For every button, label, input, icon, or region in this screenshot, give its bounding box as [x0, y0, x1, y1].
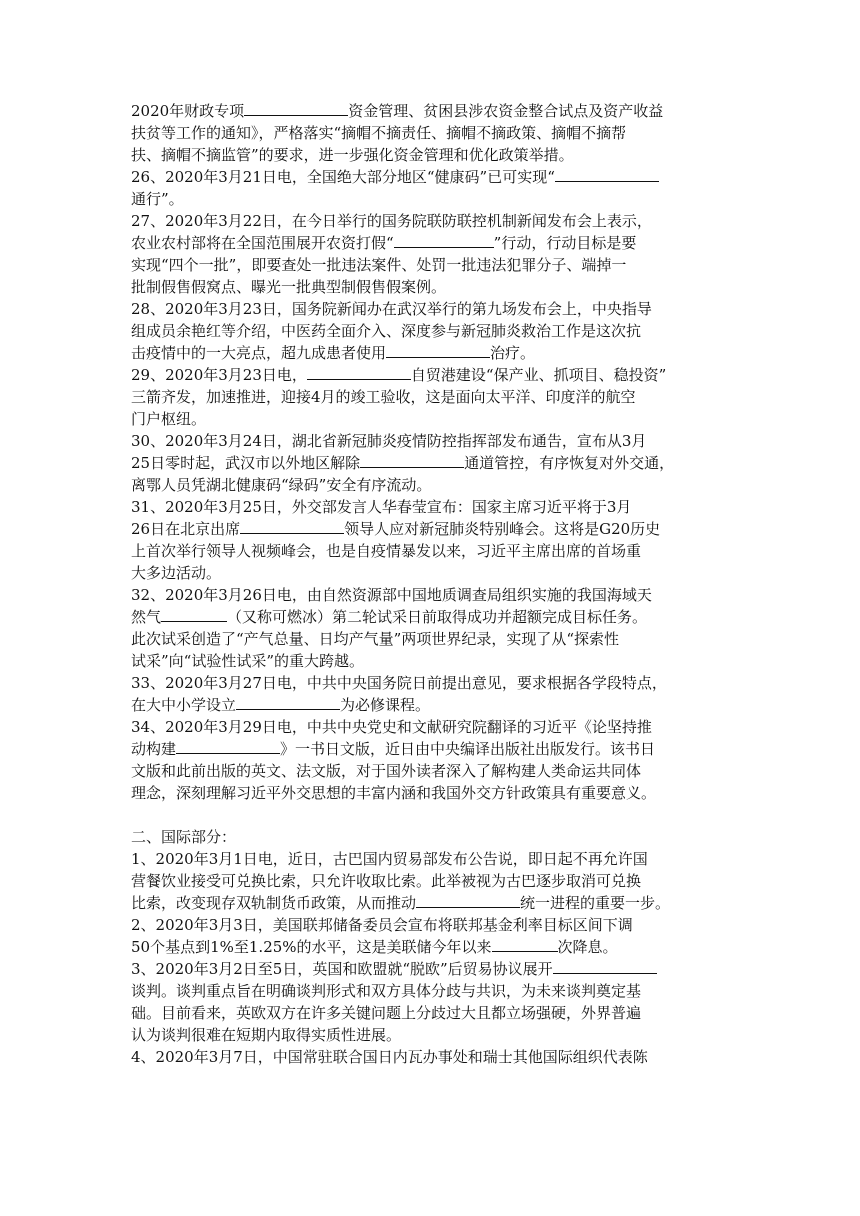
text-line — [131, 210, 737, 232]
text-line — [131, 562, 737, 584]
text-run: 认为谈判很难在短期内取得实质性进展。 — [131, 1026, 402, 1044]
fill-in-blank — [416, 892, 520, 908]
text-run: 击疫情中的一大亮点，超九成患者使用 — [131, 344, 387, 362]
text-line — [131, 122, 737, 144]
text-run: 组成员余艳红等介绍，中医药全面介入、深度参与新冠肺炎救治工作是这次抗 — [131, 322, 642, 340]
text-run: 28、2020年3月23日，国务院新闻办在武汉举行的第九场发布会上，中央指导 — [131, 300, 652, 318]
text-line — [131, 452, 737, 474]
text-run: 26日在北京出席 — [131, 520, 241, 538]
text-run: 文版和此前出版的英文、法文版，对于国外读者深入了解构建人类命运共同体 — [131, 762, 642, 780]
text-run: 33、2020年3月27日电，中共中央国务院日前提出意见，要求根据各学段特点， — [131, 674, 667, 692]
fill-in-blank — [360, 452, 464, 468]
text-line — [131, 892, 737, 914]
text-run: 大多边活动。 — [131, 564, 222, 582]
text-line — [131, 760, 737, 782]
text-line — [131, 980, 737, 1002]
document-page — [131, 100, 737, 1068]
blank-line — [131, 804, 737, 826]
fill-in-blank — [236, 694, 340, 710]
text-run: 1、2020年3月1日电，近日，古巴国内贸易部发布公告说，即日起不再允许国 — [131, 850, 648, 868]
text-run: 门户枢纽。 — [131, 410, 207, 428]
text-run: 》一书日文版，近日由中央编译出版社出版发行。该书日 — [280, 740, 656, 758]
text-run: 三箭齐发，加速推进，迎接4月的竣工验收，这是面向太平洋、印度洋的航空 — [131, 388, 636, 406]
text-run: 30、2020年3月24日，湖北省新冠肺炎疫情防控指挥部发布通告，宣布从3月 — [131, 432, 647, 450]
text-line — [131, 848, 737, 870]
fill-in-blank — [176, 738, 280, 754]
text-run: 3、2020年3月2日至5日，英国和欧盟就“脱欧”后贸易协议展开 — [131, 960, 553, 978]
text-run: 26、2020年3月21日电，全国绝大部分地区“健康码”已可实现“ — [131, 168, 555, 186]
text-run: 此次试采创造了“产气总量、日均产气量”两项世界纪录，实现了从“探索性 — [131, 630, 620, 648]
text-line — [131, 474, 737, 496]
text-run: 32、2020年3月26日电，由自然资源部中国地质调查局组织实施的我国海域天 — [131, 586, 652, 604]
text-line — [131, 1024, 737, 1046]
text-run: 通道管控，有序恢复对外交通， — [464, 454, 675, 472]
text-line — [131, 782, 737, 804]
text-line — [131, 1046, 737, 1068]
text-run: 扶贫等工作的通知》，严格落实“摘帽不摘责任、摘帽不摘政策、摘帽不摘帮 — [131, 124, 627, 142]
text-run: 础。目前看来，英欧双方在许多关键问题上分歧过大且都立场强硬，外界普遍 — [131, 1004, 642, 1022]
text-run: 34、2020年3月29日电，中共中央党史和文献研究院翻译的习近平《论坚持推 — [131, 718, 652, 736]
text-run: 统一进程的重要一步。 — [520, 894, 671, 912]
text-run: 25日零时起，武汉市以外地区解除 — [131, 454, 361, 472]
text-run: 资金管理、贫困县涉农资金整合试点及资产收益 — [348, 102, 664, 120]
text-run: 50个基点到1%至1.25%的水平，这是美联储今年以来 — [131, 938, 492, 956]
fill-in-blank — [555, 166, 659, 182]
text-line — [131, 320, 737, 342]
text-line — [131, 870, 737, 892]
text-line — [131, 584, 737, 606]
text-line — [131, 232, 737, 254]
text-run: 治疗。 — [490, 344, 536, 362]
text-run: 31、2020年3月25日，外交部发言人华春莹宣布：国家主席习近平将于3月 — [131, 498, 632, 516]
text-line — [131, 628, 737, 650]
text-line — [131, 342, 737, 364]
text-run: 29、2020年3月23日电， — [131, 366, 307, 384]
text-line — [131, 518, 737, 540]
text-line — [131, 672, 737, 694]
text-run: 扶、摘帽不摘监管”的要求，进一步强化资金管理和优化政策举措。 — [131, 146, 574, 164]
text-run: 比索，改变现存双轨制货币政策，从而推动 — [131, 894, 417, 912]
text-line — [131, 364, 737, 386]
text-run: 离鄂人员凭湖北健康码“绿码”安全有序流动。 — [131, 476, 432, 494]
text-line — [131, 276, 737, 298]
text-run: 次降息。 — [557, 938, 618, 956]
text-line — [131, 606, 737, 628]
text-line — [131, 694, 737, 716]
fill-in-blank — [244, 100, 348, 116]
text-line — [131, 914, 737, 936]
text-line — [131, 1002, 737, 1024]
text-run: 批制假售假窝点、曝光一批典型制假售假案例。 — [131, 278, 447, 296]
text-line — [131, 430, 737, 452]
text-line — [131, 166, 737, 188]
text-line — [131, 936, 737, 958]
text-run: 然气 — [131, 608, 162, 626]
text-run: 试采”向“试验性试采”的重大跨越。 — [131, 652, 365, 670]
text-line — [131, 188, 737, 210]
text-run: 农业农村部将在全国范围展开农资打假“ — [131, 234, 394, 252]
text-line — [131, 298, 737, 320]
text-run: 为必修课程。 — [340, 696, 431, 714]
text-run: 通行”。 — [131, 190, 184, 208]
fill-in-blank — [307, 364, 411, 380]
text-run: 谈判。谈判重点旨在明确谈判形式和双方具体分歧与共识，为未来谈判奠定基 — [131, 982, 642, 1000]
text-run: 领导人应对新冠肺炎特别峰会。这将是G20历史 — [344, 520, 661, 538]
text-run: 2020年财政专项 — [131, 102, 245, 120]
fill-in-blank — [161, 606, 227, 622]
text-run: 自贸港建设“保产业、抓项目、稳投资” — [410, 366, 667, 384]
text-line — [131, 100, 737, 122]
text-line — [131, 254, 737, 276]
text-run: ”行动，行动目标是要 — [493, 234, 637, 252]
text-line — [131, 496, 737, 518]
fill-in-blank — [386, 342, 490, 358]
text-run: 2、2020年3月3日，美国联邦储备委员会宣布将联邦基金利率目标区间下调 — [131, 916, 633, 934]
fill-in-blank — [553, 958, 657, 974]
text-run: 动构建 — [131, 740, 177, 758]
text-run: 理念，深刻理解习近平外交思想的丰富内涵和我国外交方针政策具有重要意义。 — [131, 784, 657, 802]
text-run: 二、国际部分： — [131, 828, 237, 846]
text-run: （又称可燃冰）第二轮试采日前取得成功并超额完成目标任务。 — [227, 608, 648, 626]
text-run: 营餐饮业接受可兑换比索，只允许收取比索。此举被视为古巴逐步取消可兑换 — [131, 872, 642, 890]
text-line — [131, 650, 737, 672]
text-line — [131, 144, 737, 166]
text-run: 在大中小学设立 — [131, 696, 237, 714]
text-line — [131, 958, 737, 980]
fill-in-blank — [240, 518, 344, 534]
text-line — [131, 716, 737, 738]
text-run: 4、2020年3月7日，中国常驻联合国日内瓦办事处和瑞士其他国际组织代表陈 — [131, 1048, 648, 1066]
fill-in-blank — [394, 232, 494, 248]
text-line — [131, 386, 737, 408]
text-run: 实现“四个一批”，即要查处一批违法案件、处罚一批违法犯罪分子、端掉一 — [131, 256, 627, 274]
text-run: 27、2020年3月22日，在今日举行的国务院联防联控机制新闻发布会上表示， — [131, 212, 652, 230]
text-line — [131, 540, 737, 562]
text-line — [131, 826, 737, 848]
fill-in-blank — [492, 936, 558, 952]
text-line — [131, 408, 737, 430]
text-run: 上首次举行领导人视频峰会，也是自疫情暴发以来，习近平主席出席的首场重 — [131, 542, 642, 560]
text-line — [131, 738, 737, 760]
